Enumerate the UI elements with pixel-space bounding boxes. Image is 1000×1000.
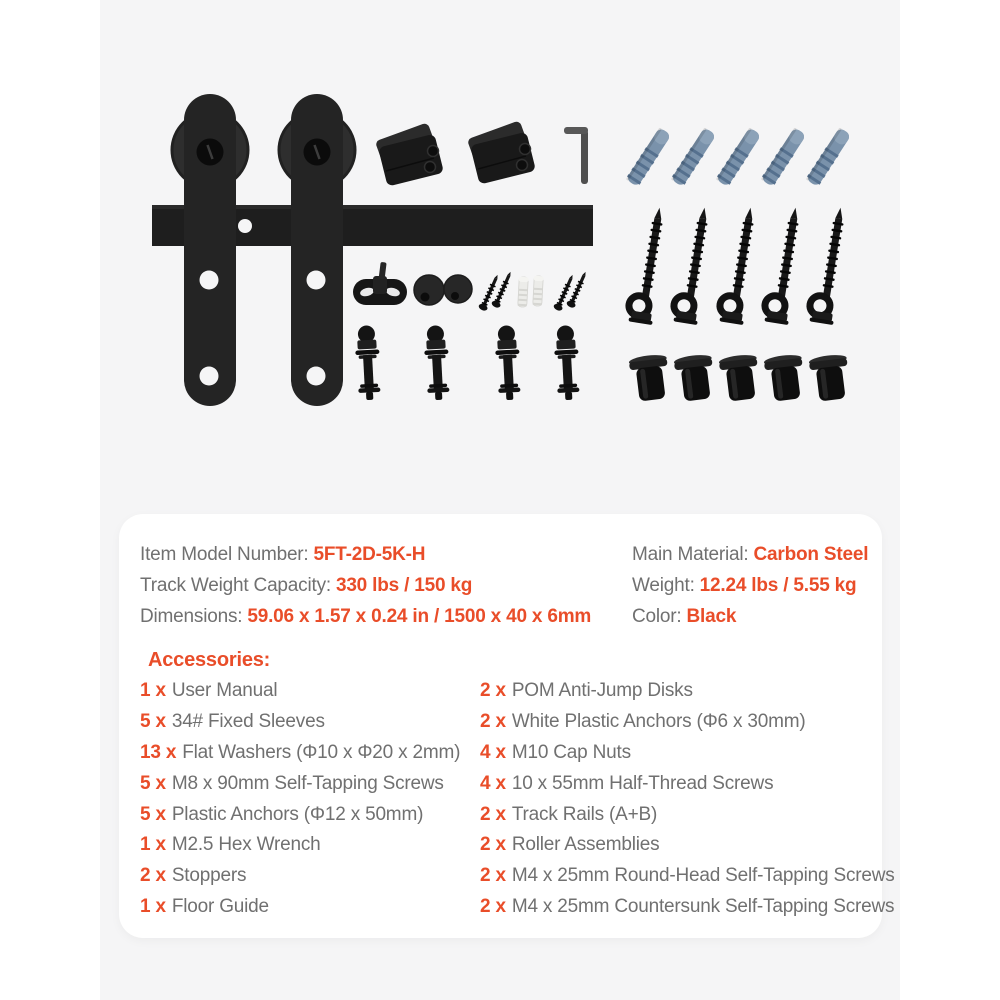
spec-weight — [632, 570, 868, 601]
accessory-qty: 2 x — [480, 680, 506, 701]
accessory-item — [140, 892, 460, 923]
accessory-qty: 5 x — [140, 772, 166, 794]
spec-weight-capacity — [140, 570, 591, 601]
fixed-sleeve — [673, 353, 716, 402]
blue-plastic-anchor — [625, 127, 671, 187]
roller-assembly — [172, 94, 248, 406]
accessory-label: M2.5 Hex Wrench — [171, 834, 321, 856]
accessory-item — [140, 861, 460, 892]
accessory-qty: 5 x — [140, 710, 166, 732]
accessory-qty: 1 x — [140, 680, 166, 701]
accessory-item — [480, 800, 895, 831]
accessory-label: Track Rails (A+B) — [511, 803, 658, 825]
accessories-column-left — [140, 676, 460, 923]
hex-wrench-photo — [564, 127, 588, 184]
accessory-label: 10 x 55mm Half-Thread Screws — [511, 772, 774, 794]
spec-color — [632, 601, 868, 632]
spec-label: Main Material: — [632, 544, 749, 565]
accessory-label: Plastic Anchors (Φ12 x 50mm) — [171, 803, 424, 825]
spec-dimensions — [140, 601, 591, 632]
stopper — [375, 122, 444, 186]
self-tapping-screw — [807, 205, 851, 325]
blue-plastic-anchor — [760, 127, 806, 187]
spec-column-left — [140, 539, 591, 632]
accessory-item — [140, 769, 460, 800]
accessory-item — [480, 830, 895, 861]
accessory-label: Stoppers — [171, 865, 247, 887]
self-tapping-screw — [626, 205, 670, 325]
spec-card — [119, 514, 895, 938]
stopper — [467, 120, 536, 184]
accessories-heading: Accessories: — [148, 649, 271, 671]
spec-value: 5FT-2D-5K-H — [313, 544, 426, 565]
accessory-item — [480, 892, 895, 923]
fixed-sleeve — [808, 353, 851, 402]
half-thread-screw-assembly — [423, 325, 451, 401]
accessory-qty: 2 x — [480, 834, 506, 856]
accessory-item — [480, 861, 895, 892]
accessory-label: Roller Assemblies — [511, 834, 660, 856]
accessory-item — [140, 800, 460, 831]
accessory-qty: 13 x — [140, 741, 177, 763]
spec-label: Dimensions: — [140, 606, 243, 627]
accessory-label: M10 Cap Nuts — [511, 741, 631, 763]
accessory-item — [480, 676, 895, 707]
spec-label: Track Weight Capacity: — [140, 575, 331, 596]
spec-value: 59.06 x 1.57 x 0.24 in / 1500 x 40 x 6mm — [247, 606, 592, 627]
half-thread-screw-assembly — [354, 325, 382, 401]
self-tapping-screw — [671, 205, 715, 325]
spec-value: Black — [686, 606, 737, 627]
roller-assembly — [279, 94, 355, 406]
accessory-label: M4 x 25mm Round-Head Self-Tapping Screws — [511, 865, 895, 887]
fixed-sleeve — [628, 353, 671, 402]
accessory-item — [140, 707, 460, 738]
accessory-qty: 1 x — [140, 896, 166, 918]
accessory-label: Floor Guide — [171, 896, 269, 918]
spec-column-right — [632, 539, 868, 632]
self-tapping-screw — [762, 205, 806, 325]
round-head-screw — [491, 270, 515, 309]
fixed-sleeve — [763, 353, 806, 402]
product-photo — [100, 0, 900, 505]
accessory-qty: 2 x — [480, 865, 506, 887]
self-tapping-screw — [717, 205, 761, 325]
accessory-label: POM Anti-Jump Disks — [511, 680, 693, 701]
accessory-item — [480, 738, 895, 769]
white-plastic-anchor — [517, 277, 529, 307]
spec-label: Weight: — [632, 575, 695, 596]
fixed-sleeve — [718, 353, 761, 402]
anti-jump-disk — [414, 275, 444, 305]
accessory-qty: 2 x — [480, 710, 506, 732]
accessory-qty: 2 x — [480, 896, 506, 918]
accessory-item — [140, 676, 460, 707]
accessory-qty: 5 x — [140, 803, 166, 825]
blue-plastic-anchor — [670, 127, 716, 187]
accessories-column-right — [480, 676, 895, 923]
floor-guide — [353, 262, 407, 305]
spec-value: 330 lbs / 150 kg — [335, 575, 473, 596]
accessory-item — [140, 738, 460, 769]
spec-material — [632, 539, 868, 570]
half-thread-screw-assembly — [553, 325, 581, 401]
accessory-label: M4 x 25mm Countersunk Self-Tapping Screws — [511, 896, 895, 918]
anti-jump-disk — [444, 275, 472, 303]
spec-label: Item Model Number: — [140, 544, 309, 565]
accessory-label: M8 x 90mm Self-Tapping Screws — [171, 772, 444, 794]
white-plastic-anchor — [532, 276, 544, 306]
half-thread-screw-assembly — [494, 325, 522, 401]
blue-plastic-anchor — [715, 127, 761, 187]
spec-label: Color: — [632, 606, 682, 627]
accessory-label: White Plastic Anchors (Φ6 x 30mm) — [511, 710, 806, 732]
blue-plastic-anchor — [805, 127, 851, 187]
accessory-label: 34# Fixed Sleeves — [171, 710, 325, 732]
spec-model-number — [140, 539, 591, 570]
spec-value: Carbon Steel — [753, 544, 869, 565]
countersunk-screw — [566, 270, 590, 309]
accessory-qty: 4 x — [480, 772, 506, 794]
accessory-qty: 2 x — [480, 803, 506, 825]
accessory-qty: 4 x — [480, 741, 506, 763]
spec-value: 12.24 lbs / 5.55 kg — [699, 575, 857, 596]
accessory-item — [480, 707, 895, 738]
accessory-label: Flat Washers (Φ10 x Φ20 x 2mm) — [182, 741, 461, 763]
accessory-item — [480, 769, 895, 800]
accessory-label: User Manual — [171, 680, 278, 701]
accessory-qty: 2 x — [140, 865, 166, 887]
accessory-qty: 1 x — [140, 834, 166, 856]
accessory-item — [140, 830, 460, 861]
